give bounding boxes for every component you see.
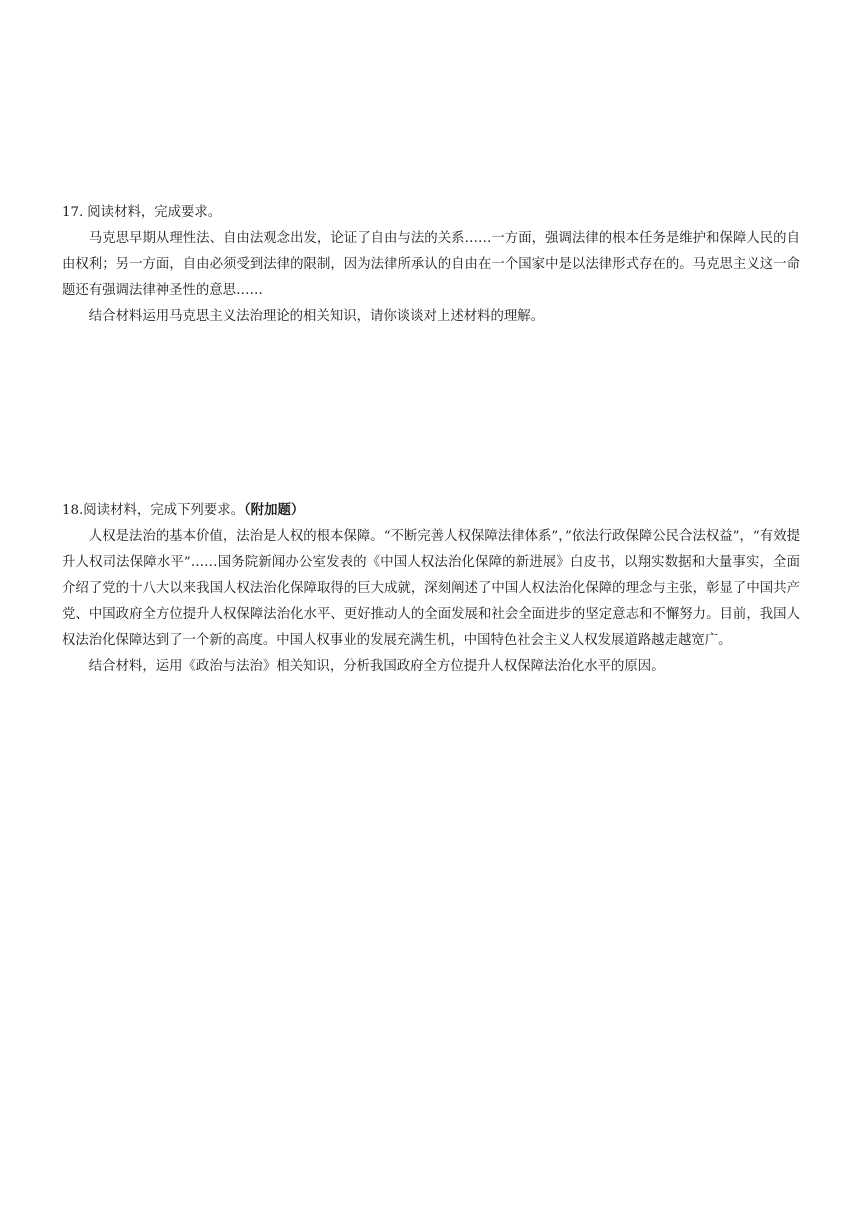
question-18-title: 阅读材料，完成下列要求。 <box>83 503 244 518</box>
question-17-title-line <box>62 200 800 226</box>
question-18-task: 结合材料，运用《政治与法治》相关知识，分析我国政府全方位提升人权保障法治化水平的原因。 <box>88 659 665 674</box>
question-18-material: 人权是法治的基本价值，法治是人权的根本保障。“不断完善人权保障法律体系”，”依法行政保障公民合法权益”，“有效提升人权司法保障水平”……国务院新闻办公室发表的《中国人权法治化保障的新进展》白皮书，以翔实数据和大量事实，全面介绍了党的十八大以来我国人权法治化保障取得的巨大成就，深刻阐述了中国人权法治化保障的理念与主张，彰显了中国共产党、中国政府全方位提升人权保障法治化水平、更好推动人的全面发展和社会全面进步的坚定意志和不懈努力。目前，我国人权法治化保障达到了一个新的高度。中国人权事业的发展充满生机，中国特色社会主义人权发展道路越走越宽广。 <box>62 529 800 648</box>
question-17-task: 结合材料运用马克思主义法治理论的相关知识，请你谈谈对上述材料的理解。 <box>88 309 545 324</box>
question-17-number: 17. <box>62 205 84 220</box>
question-18-title-line <box>62 497 800 524</box>
question-18-number: 18. <box>62 503 84 518</box>
question-18-extra-label: （附加题） <box>243 502 305 518</box>
question-17-material: 马克思早期从理性法、自由法观念出发，论证了自由与法的关系……一方面，强调法律的根本任务是维护和保障人民的自由权利；另一方面，自由必须受到法律的限制，因为法律所承认的自由在一个国家中是以法律形式存在的。马克思主义这一命题还有强调法律神圣性的意思…… <box>62 231 800 298</box>
question-17 <box>62 200 800 330</box>
question-17-title: 阅读材料，完成要求。 <box>87 205 222 220</box>
question-18 <box>62 497 800 680</box>
